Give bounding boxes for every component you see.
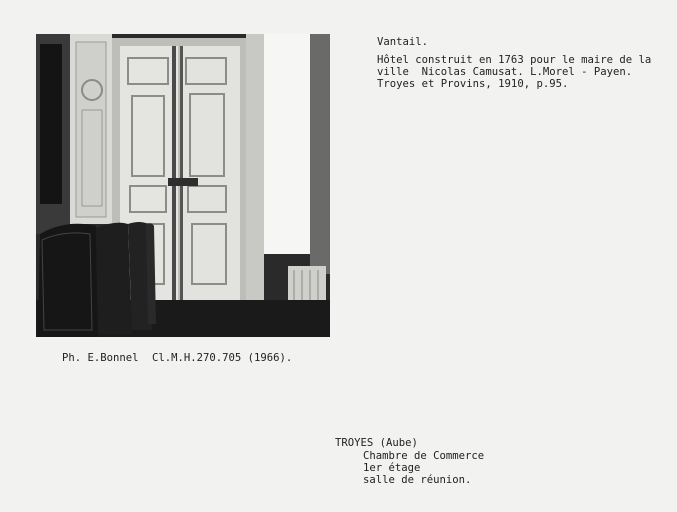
location-city: TROYES (Aube)	[335, 437, 418, 449]
photograph	[36, 34, 330, 337]
photographer-credit: Ph. E.Bonnel	[62, 352, 139, 364]
caption-title: Vantail.	[377, 36, 429, 48]
caption-description-line: Troyes et Provins, 1910, p.95.	[377, 78, 569, 90]
location-building: Chambre de Commerce	[363, 450, 485, 462]
photo-door-panel-image	[36, 34, 330, 337]
location-floor: 1er étage	[363, 462, 421, 474]
location-room: salle de réunion.	[363, 474, 472, 486]
photo-reference-number: Cl.M.H.270.705 (1966).	[152, 352, 293, 364]
caption-description-line: Hôtel construit en 1763 pour le maire de la	[377, 54, 652, 66]
caption-description-line: ville Nicolas Camusat. L.Morel - Payen.	[377, 66, 633, 78]
